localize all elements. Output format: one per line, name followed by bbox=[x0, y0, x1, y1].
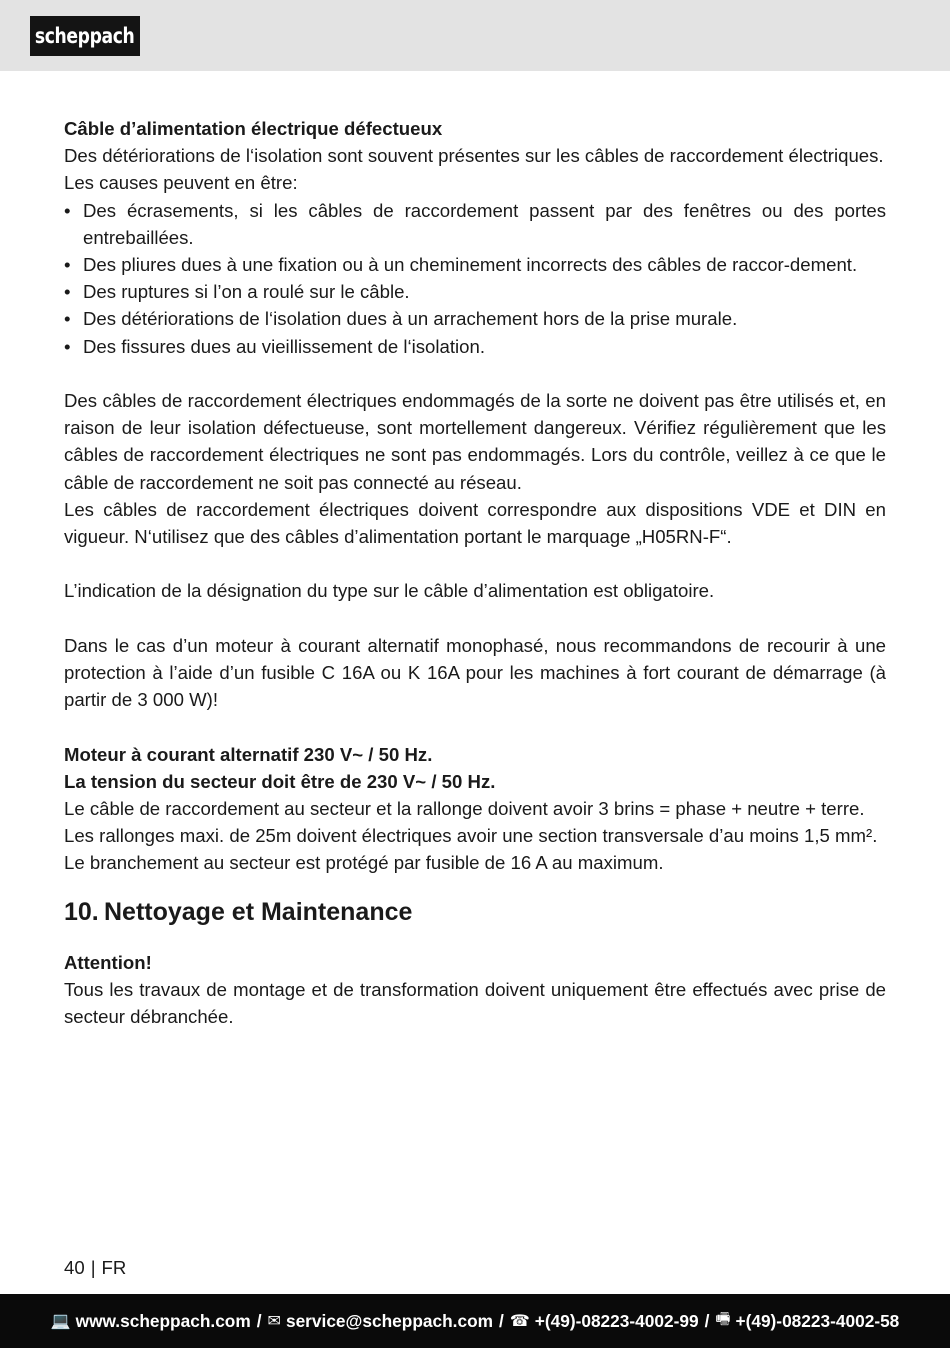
paragraph-insulation-damage: Des détériorations de l‘isolation sont souvent présentes sur les câbles de raccordement électriques. bbox=[64, 145, 884, 167]
section-heading-cleaning bbox=[64, 896, 886, 928]
bullet-marker: • bbox=[64, 335, 71, 357]
paragraph-vde-din: Les câbles de raccordement électriques doivent correspondre aux dispositions VDE et DIN en vigueur. N‘utilisez que des câbles d’alimentation portant le marquage „H05RN-F“. bbox=[64, 498, 886, 548]
paragraph-three-wires: Le câble de raccordement au secteur et la rallonge doivent avoir 3 brins = phase + neutre + terre. bbox=[64, 798, 865, 820]
list-item-text: Des pliures dues à une fixation ou à un cheminement incorrects des câbles de raccor-dement. bbox=[83, 254, 858, 276]
attention-label: Attention! bbox=[64, 951, 152, 973]
paragraph-extension-cord: Les rallonges maxi. de 25m doivent électriques avoir une section transversale d’au moins 1,5 mm². bbox=[64, 825, 878, 847]
paragraph-fuse-protection: Le branchement au secteur est protégé par fusible de 16 A au maximum. bbox=[64, 852, 664, 874]
bullet-marker: • bbox=[64, 281, 71, 303]
motor-voltage-note: Moteur à courant alternatif 230 V~ / 50 Hz. bbox=[64, 743, 433, 765]
footer-phone: +(49)-08223-4002-99 bbox=[534, 1310, 699, 1331]
list-item bbox=[64, 197, 886, 251]
envelope-icon: ✉ bbox=[267, 1313, 281, 1330]
list-item bbox=[64, 305, 886, 332]
bullet-marker: • bbox=[64, 254, 71, 276]
spacer bbox=[64, 605, 886, 632]
list-item-text: Des fissures dues au vieillissement de l‘isolation. bbox=[83, 335, 486, 357]
spacer bbox=[64, 550, 886, 577]
logo-text: scheppach bbox=[35, 24, 135, 48]
paragraph-type-designation: L’indication de la désignation du type sur le câble d’alimentation est obligatoire. bbox=[64, 580, 715, 602]
footer-separator: / bbox=[256, 1310, 262, 1331]
computer-icon: 💻 bbox=[50, 1313, 71, 1330]
causes-list bbox=[64, 197, 886, 360]
list-item bbox=[64, 251, 886, 278]
list-item bbox=[64, 278, 886, 305]
page-number-value: 40 bbox=[64, 1257, 85, 1278]
paragraph-unplug-warning: Tous les travaux de montage et de transformation doivent uniquement être effectués avec prise de secteur débranchée. bbox=[64, 978, 886, 1028]
paragraph-fuse-recommendation: Dans le cas d’un moteur à courant alternatif monophasé, nous recommandons de recourir à une protection à l’aide d’un fusible C 16A ou K 16A pour les machines à fort courant de démarrage (à partir de 3 000 W)! bbox=[64, 634, 886, 711]
heading-defective-cable: Câble d’alimentation électrique défectueux bbox=[64, 118, 443, 139]
section-title: Nettoyage et Maintenance bbox=[104, 897, 413, 926]
page-number bbox=[64, 1256, 126, 1280]
telephone-icon: ☎ bbox=[509, 1313, 530, 1330]
spacer bbox=[64, 713, 886, 740]
list-item-text: Des détériorations de l‘isolation dues à un arrachement hors de la prise murale. bbox=[83, 308, 738, 330]
section-number: 10. bbox=[64, 897, 99, 926]
list-item-text: Des écrasements, si les câbles de raccordement passent par des fenêtres ou des portes entrebaillées. bbox=[83, 199, 886, 248]
bullet-marker: • bbox=[64, 308, 71, 330]
bullet-marker: • bbox=[64, 199, 71, 221]
paragraph-damaged-cables-danger: Des câbles de raccordement électriques endommagés de la sorte ne doivent pas être utilisés et, en raison de leur isolation défectueuse, sont mortellement dangereux. Vérifiez régulièrement que les câbles de raccordement électriques ne sont pas endommagés. Lors du contrôle, veillez à ce que le câble de raccordement ne soit pas connecté au réseau. bbox=[64, 390, 886, 493]
footer-fax: +(49)-08223-4002-58 bbox=[735, 1310, 900, 1331]
spacer bbox=[64, 360, 886, 387]
document-body bbox=[64, 115, 886, 1030]
paragraph-causes-intro: Les causes peuvent en être: bbox=[64, 172, 298, 194]
list-item bbox=[64, 333, 886, 360]
page-header bbox=[0, 0, 950, 71]
page-footer bbox=[0, 1294, 950, 1348]
scheppach-logo bbox=[30, 16, 140, 56]
page-number-separator: | bbox=[90, 1257, 96, 1278]
mains-voltage-note: La tension du secteur doit être de 230 V~ / 50 Hz. bbox=[64, 770, 496, 792]
footer-email[interactable]: service@scheppach.com bbox=[285, 1310, 493, 1331]
footer-separator: / bbox=[499, 1310, 504, 1331]
list-item-text: Des ruptures si l’on a roulé sur le câble. bbox=[83, 281, 410, 303]
footer-website[interactable]: www.scheppach.com bbox=[75, 1310, 251, 1331]
footer-separator: / bbox=[704, 1310, 710, 1331]
page-language: FR bbox=[101, 1257, 127, 1278]
fax-icon: 🖷 bbox=[715, 1310, 731, 1328]
